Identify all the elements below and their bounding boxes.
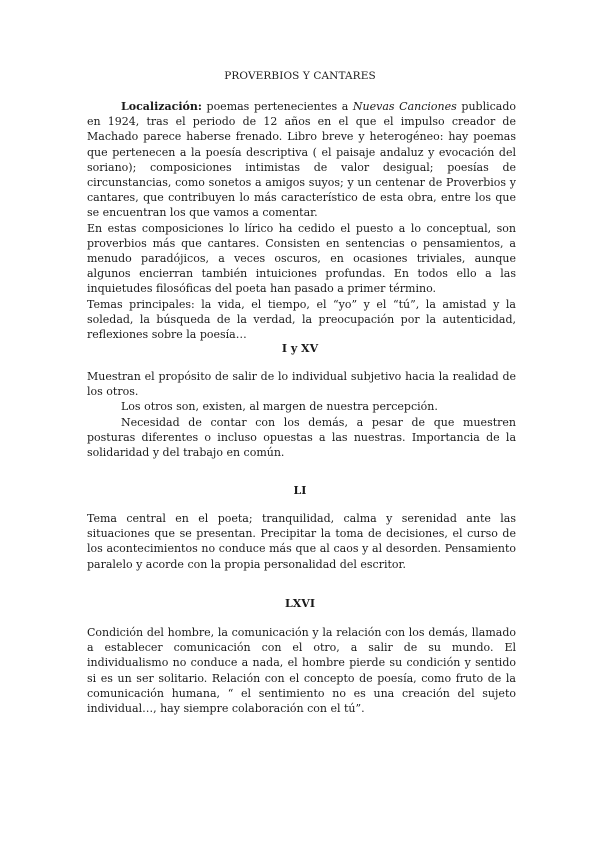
intro-text-end: publicado en 1924, tras el periodo de 12 años en el que el impulso creador de Machado parece haberse frenado. Libro breve y heterogéneo: hay poemas que pertenecen a la poesía descriptiva ( el paisaje andaluz y evocación del soriano); composiciones intimistas de valor desigual; poesías de circunstancias, como sonetos a amigos suyos; y un centenar de Proverbios y cantares, que contribuyen lo más característico de esta obra, entre los que se encuentran los que vamos a comentar. bbox=[87, 100, 516, 220]
section-lxvi-paragraph: Condición del hombre, la comunicación y la relación con los demás, llamado a establecer comunicación con el otro, a salir de su mundo. El individualismo no conduce a nada, el hombre pierde su condición y sentido si es un ser solitario. Relación con el concepto de poesía, como fruto de la comunicación humana, “ el sentimiento no es una creación del sujeto individual…, hay siempre colaboración con el tú”. bbox=[87, 626, 516, 716]
section-i-xv-paragraph-1: Muestran el propósito de salir de lo individual subjetivo hacia la realidad de los otros. bbox=[87, 370, 516, 399]
intro-text-start: poemas pertenecientes a bbox=[201, 100, 353, 113]
section-i-xv-paragraph-2: Los otros son, existen, al margen de nuestra percepción. bbox=[121, 400, 438, 414]
intro-paragraph bbox=[87, 99, 516, 221]
section-heading-lxvi: LXVI bbox=[285, 597, 315, 610]
section-i-xv-paragraph-3: Necesidad de contar con los demás, a pesar de que muestren posturas diferentes o incluso opuestas a las nuestras. Importancia de la solidaridad y del trabajo en común. bbox=[87, 415, 516, 460]
section-lxvi bbox=[87, 625, 516, 716]
section-i-xv bbox=[87, 369, 516, 460]
document-title: PROVERBIOS Y CANTARES bbox=[224, 70, 376, 82]
intro-paragraph-2: En estas composiciones lo lírico ha cedido el puesto a lo conceptual, son proverbios más que cantares. Consisten en sentencias o pensamientos, a menudo paradójicos, a veces oscuros, en ocasiones triviales, aunque algunos encierran también intuiciones profundas. En todos ello a las inquietudes filosóficas del poeta han pasado a primer término. bbox=[87, 221, 516, 296]
section-heading-li: LI bbox=[293, 484, 307, 497]
section-heading-i-xv: I y XV bbox=[281, 342, 319, 355]
intro-section bbox=[87, 99, 516, 342]
book-title: Nuevas Canciones bbox=[352, 100, 457, 113]
section-li bbox=[87, 511, 516, 572]
intro-paragraph-3: Temas principales: la vida, el tiempo, el “yo” y el “tú”, la amistad y la soledad, la búsqueda de la verdad, la preocupación por la autenticidad, reflexiones sobre la poesía… bbox=[87, 297, 516, 342]
localizacion-label: Localización: bbox=[121, 100, 202, 113]
section-li-paragraph: Tema central en el poeta; tranquilidad, calma y serenidad ante las situaciones que se presentan. Precipitar la toma de decisiones, el curso de los acontecimientos no conduce más que al caos y al desorden. Pensamiento paralelo y acorde con la propia personalidad del escritor. bbox=[87, 512, 516, 571]
